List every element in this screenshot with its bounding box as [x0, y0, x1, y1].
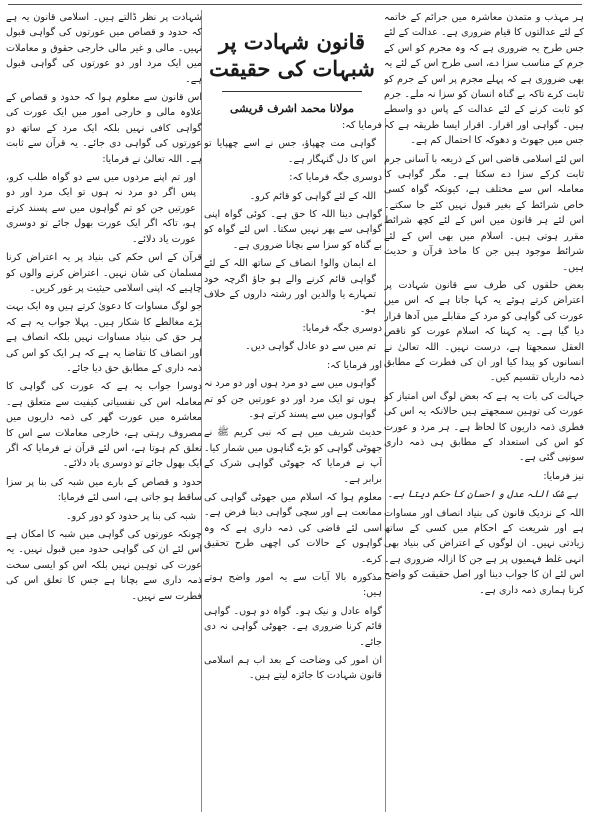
- paragraph: گواہی دینا اللہ کا حق ہے۔ کوئی گواہ اپنی گواہی سے پھر نہیں سکتا۔ اس لئے گواہ کو بے گناہ کو سزا سے بچانا ضروری ہے۔: [204, 209, 382, 251]
- quote: شبہ کی بنا پر حدود کو دور کرو۔: [66, 510, 196, 522]
- paragraph: بعض حلقوں کی طرف سے قانون شہادت پر اعتراض کرتے ہوئے یہ کہا جاتا ہے کہ اس میں عورت کی گواہی کو مرد کے مقابلے میں آدھا قرار دیا گیا ہے۔ یہ کہنا کہ اسلام عورت کو ناقص العقل سمجھتا ہے، درست نہیں۔ اللہ تعالیٰ نے انسانوں کو پیدا کیا اور ان کی فطرت کے مطابق ذمہ داریاں تقسیم کیں۔: [384, 279, 584, 384]
- quote: اور تم اپنے مردوں میں سے دو گواہ طلب کرو، پس اگر دو مرد نہ ہوں تو ایک مرد اور دو عورتیں جن کو تم گواہوں میں سے پسند کرتے ہو، تاکہ اگر ایک عورت بھول جائے تو دوسری عورت یاد دلائے۔: [6, 172, 196, 245]
- article-title: قانون شہادت پر شبہات کی حقیقت: [209, 29, 375, 82]
- paragraph: دوسرا جواب یہ ہے کہ عورت کی گواہی کا معاملہ اس کی نفسیاتی کیفیت سے متعلق ہے۔ معاشرہ میں عورت گھر کی ذمہ داریوں میں مصروف رہتی ہے، خارجی معاملات سے اس کا تعلق کم ہوتا ہے، اس لئے قرآن نے فرمایا کہ اگر ایک بھول جائے تو دوسری یاد دلائے۔: [6, 381, 202, 470]
- quote: اے ایمان والو! انصاف کے ساتھ اللہ کے لئے گواہی قائم کرنے والے ہو جاؤ اگرچہ خود تمہارے یا والدین اور رشتہ داروں کے خلاف ہو۔: [204, 258, 376, 316]
- paragraph: فرمایا کہ:: [341, 120, 382, 131]
- paragraph: چونکہ عورتوں کی گواہی میں شبہ کا امکان ہے اس لئے ان کی گواہی حدود میں قبول نہیں۔ یہ عورت کی توہین نہیں بلکہ اس کو ایسی سخت ذمہ داری سے بچانا ہے جس کا تعلق اس کی فطرت سے نہیں۔: [6, 529, 202, 602]
- paragraph: حدیث شریف میں ہے کہ نبی کریم ﷺ نے جھوٹی گواہی کو بڑے گناہوں میں شمار کیا۔ آپ نے فرمایا کہ جھوٹی گواہی شرک کے برابر ہے۔: [204, 427, 382, 485]
- paragraph: قرآن کے اس حکم کی بنیاد پر یہ اعتراض کرنا مسلمان کی شان نہیں۔ اعتراض کرنے والوں کو چاہیے کہ اپنی اسلامی حیثیت پر غور کریں۔: [6, 252, 202, 294]
- quote: گواہی مت چھپاؤ، جس نے اسے چھپایا تو اس کا دل گنہگار ہے۔: [204, 138, 376, 165]
- paragraph: مذکورہ بالا آیات سے یہ امور واضح ہوتے ہیں:: [204, 571, 382, 599]
- article-header: [202, 14, 382, 114]
- paragraph: جہالت کی بات یہ ہے کہ بعض لوگ اس امتیاز کو عورت کی توہین سمجھتے ہیں حالانکہ یہ اس کی فطری ذمہ داریوں کا لحاظ ہے۔ ہر مرد و عورت کو اس کی استعداد کے مطابق ہی ذمہ داری سونپی گئی ہے۔: [384, 390, 584, 464]
- paragraph: معلوم ہوا کہ اسلام میں جھوٹی گواہی کی ممانعت ہے اور سچی گواہی دینا فرض ہے۔ اسی لئے قاضی کی ذمہ داری ہے کہ وہ گواہوں کے حالات کی اچھی طرح تحقیق کرے۔: [204, 491, 382, 565]
- paragraph: اور فرمایا کہ:: [327, 359, 382, 371]
- paragraph: ان امور کی وضاحت کے بعد اب ہم اسلامی قانون شہادت کا جائزہ لیتے ہیں۔: [204, 655, 382, 682]
- paragraph: ہر مہذب و متمدن معاشرہ میں جرائم کے خاتمہ کے لئے عدالتوں کا قیام ضروری ہے۔ عدالت کے لئے جس طرح یہ ضروری ہے کہ وہ مجرم کو اس کے جرم کے مناسب سزا دے، اسی طرح اس کے لئے یہ بھی ضروری ہے کہ پہلے مجرم پر اس کے جرم کو ثابت کرے تاکہ بے گناہ انسان کو سزا نہ ملے۔ جرم کو ثابت کرنے کے لئے عدالت کے پاس دو واسطے ہیں۔ گواہی اور اقرار۔ اقرار ایسا طریقہ ہے کہ جس میں جھوٹ و دھوکہ کا احتمال کم ہے۔: [384, 12, 584, 147]
- paragraph: شہادت پر نظر ڈالتے ہیں۔ اسلامی قانون یہ ہے کہ حدود و قصاص میں عورتوں کی گواہی قبول نہیں۔ مالی و غیر مالی خارجی حقوق و معاملات میں ایک مرد اور دو عورتوں کی گواہی قبول ہے۔: [6, 12, 202, 85]
- quote: اللہ کے لئے گواہی کو قائم کرو۔: [249, 190, 376, 202]
- text-column-right: [384, 10, 584, 812]
- paragraph: حدود و قصاص کے بارے میں شبہ کی بنا پر سزا ساقط ہو جاتی ہے، اسی لئے فرمایا:: [6, 476, 202, 504]
- paragraph: دوسری جگہ فرمایا:: [302, 322, 382, 334]
- top-rule: [8, 4, 582, 5]
- paragraph: اس قانون سے معلوم ہوا کہ حدود و قصاص کے علاوہ مالی و خارجی امور میں ایک عورت کی گواہی کافی نہیں بلکہ ایک مرد کے ساتھ دو عورتوں کی گواہی دی جائے۔ یہ قرآن سے ثابت ہے۔ اللہ تعالیٰ نے فرمایا:: [6, 92, 202, 165]
- quote: بے شک اللہ عدل و احسان کا حکم دیتا ہے۔: [387, 489, 578, 501]
- title-underline: [222, 91, 362, 92]
- paragraph: نیز فرمایا:: [543, 470, 584, 482]
- paragraph: گواہ عادل و نیک ہو۔ گواہ دو ہوں۔ گواہی قائم کرنا ضروری ہے۔ جھوٹی گواہی نہ دی جائے۔: [204, 605, 382, 648]
- paragraph: دوسری جگہ فرمایا کہ:: [289, 172, 382, 184]
- quote: گواہوں میں سے دو مرد ہوں اور دو مرد نہ ہوں تو ایک مرد اور دو عورتیں جن کو تم گواہوں میں سے پسند کرتے ہو۔: [204, 378, 376, 420]
- paragraph: اللہ کے نزدیک قانون کی بنیاد انصاف اور مساوات ہے اور شریعت کے احکام میں کسی کے ساتھ زیادتی نہیں۔ ان لوگوں کے اعتراض کی بنیاد بھی انہی غلط فہمیوں پر ہے جن کا ازالہ ضروری ہے۔ اس لئے ان کا جواب دینا اور اصل حقیقت کو واضح کرنا ہماری ذمہ داری ہے۔: [384, 507, 584, 596]
- text-column-middle: [204, 118, 382, 812]
- paragraph: اس لئے اسلامی قاضی اس کے ذریعہ با آسانی جرم ثابت کرکے سزا دے سکتا ہے۔ مگر گواہی کا معاملہ اس سے مختلف ہے، کیونکہ گواہ کسی خاص شرائط کے بغیر قبول نہیں کئے جا سکتے۔ اس لئے ہر قانون میں اس کے لئے کچھ شرائط مقرر ہوتی ہیں۔ اسلام میں بھی اس کے لئے شرائط موجود ہیں جن کا ماخذ قرآن و حدیث ہیں۔: [384, 153, 584, 273]
- paragraph: جو لوگ مساوات کا دعویٰ کرتے ہیں وہ ایک بہت بڑے مغالطے کا شکار ہیں۔ پہلا جواب یہ ہے کہ ہر حق کی بنیاد مساوات نہیں بلکہ انصاف ہے اور انصاف کا تقاضا یہ ہے کہ ہر ایک کو اس کی ذمہ داری کے مطابق حق دیا جائے۔: [6, 301, 202, 374]
- text-column-left: [6, 10, 202, 812]
- quote: تم میں سے دو عادل گواہی دیں۔: [245, 341, 376, 353]
- article-author: مولانا محمد اشرف قریشی: [230, 101, 354, 115]
